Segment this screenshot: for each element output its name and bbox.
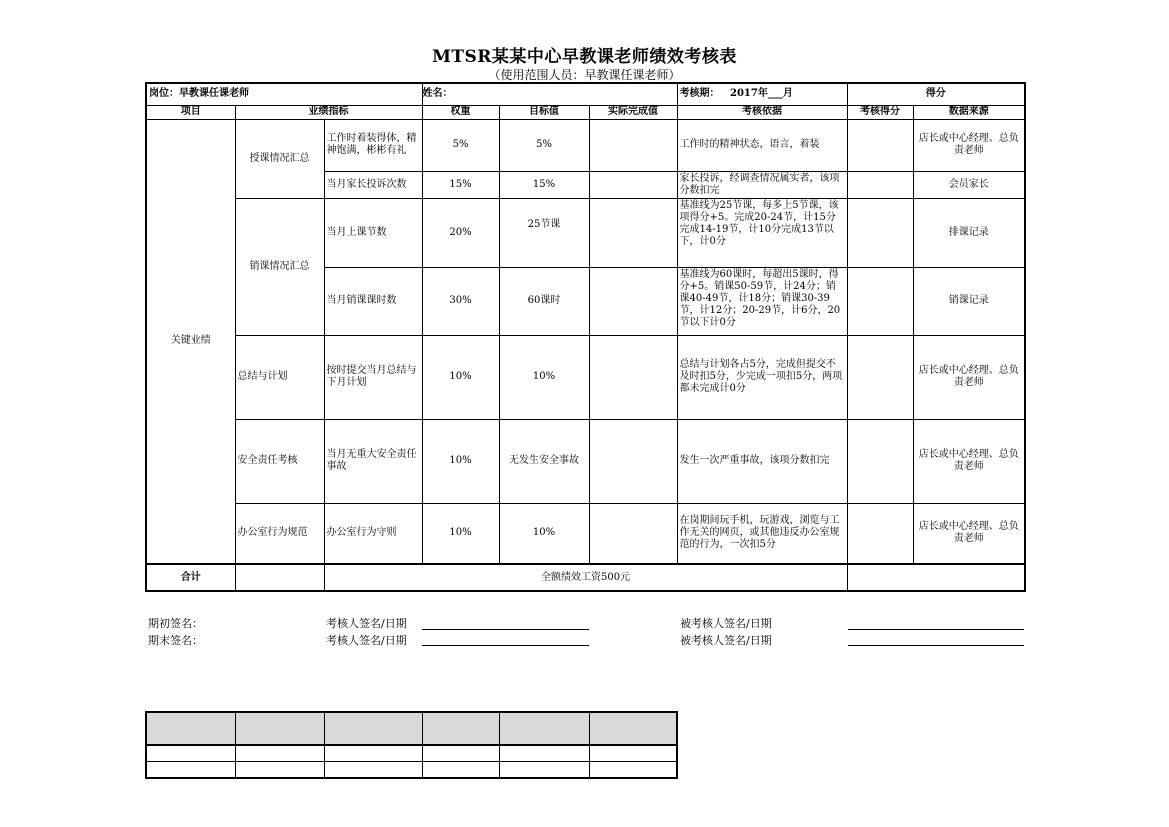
assessment-table bbox=[145, 82, 1026, 592]
blank-table-header-row bbox=[146, 712, 677, 745]
header-actual: 实际完成值 bbox=[589, 105, 677, 119]
target-cell: 5% bbox=[499, 119, 589, 171]
weight-cell: 10% bbox=[422, 335, 499, 419]
basis-cell: 发生一次严重事故，该项分数扣完 bbox=[677, 419, 847, 503]
actual-cell[interactable] bbox=[589, 335, 677, 419]
header-indicator: 业绩指标 bbox=[235, 105, 422, 119]
source-cell: 会员家长 bbox=[913, 171, 1025, 198]
source-cell: 销课记录 bbox=[913, 267, 1025, 335]
score-label: 得分 bbox=[847, 83, 1025, 105]
actual-cell[interactable] bbox=[589, 503, 677, 564]
end-assessee-label: 被考核人签名/日期 bbox=[680, 634, 772, 647]
blank-cell[interactable] bbox=[422, 712, 499, 745]
blank-cell[interactable] bbox=[499, 762, 589, 779]
basis-cell: 在岗期间玩手机，玩游戏，浏览与工作无关的网页，或其他违反办公室规范的行为，一次扣5分 bbox=[677, 503, 847, 564]
weight-cell: 10% bbox=[422, 503, 499, 564]
period-cell bbox=[677, 83, 847, 105]
end-signature-label: 期末签名： bbox=[148, 634, 203, 647]
total-score-cell[interactable] bbox=[847, 564, 1025, 591]
group-teaching: 授课情况汇总 bbox=[235, 119, 324, 198]
weight-cell: 10% bbox=[422, 419, 499, 503]
weight-cell: 20% bbox=[422, 198, 499, 267]
page-title: MTSR某某中心早教课老师绩效考核表 bbox=[432, 47, 737, 67]
blank-cell[interactable] bbox=[499, 745, 589, 762]
start-assessee-label: 被考核人签名/日期 bbox=[680, 617, 772, 630]
start-assessor-signature-line[interactable] bbox=[422, 629, 589, 630]
end-assessee-signature-line[interactable] bbox=[848, 645, 1024, 646]
basis-cell: 基准线为60课时，每超出5课时，得分+5。销课50-59节，计24分；销课40-49节，计18分；销课30-39节，计12分；20-29节，计6分，20节以下计0分 bbox=[677, 267, 847, 335]
blank-table-row bbox=[146, 762, 677, 779]
indicator-cell: 工作时着装得体，精神饱满，彬彬有礼 bbox=[324, 119, 422, 171]
total-label: 合计 bbox=[146, 564, 235, 591]
source-cell: 店长或中心经理、总负责老师 bbox=[913, 419, 1025, 503]
blank-cell[interactable] bbox=[324, 745, 422, 762]
basis-cell: 家长投诉，经调查情况属实者，该项分数扣完 bbox=[677, 171, 847, 198]
basis-cell: 工作时的精神状态，语言，着装 bbox=[677, 119, 847, 171]
target-cell: 10% bbox=[499, 503, 589, 564]
blank-cell[interactable] bbox=[499, 712, 589, 745]
source-cell: 店长或中心经理、总负责老师 bbox=[913, 119, 1025, 171]
blank-cell[interactable] bbox=[146, 745, 235, 762]
page-subtitle: （使用范围人员：早教课任课老师） bbox=[488, 68, 681, 82]
blank-cell[interactable] bbox=[324, 712, 422, 745]
header-basis: 考核依据 bbox=[677, 105, 847, 119]
source-cell: 店长或中心经理、总负责老师 bbox=[913, 503, 1025, 564]
target-cell: 15% bbox=[499, 171, 589, 198]
header-score: 考核得分 bbox=[847, 105, 913, 119]
actual-cell[interactable] bbox=[589, 419, 677, 503]
indicator-cell: 当月上课节数 bbox=[324, 198, 422, 267]
actual-cell[interactable] bbox=[589, 171, 677, 198]
group-summary: 总结与计划 bbox=[235, 335, 324, 419]
header-source: 数据来源 bbox=[913, 105, 1025, 119]
actual-cell[interactable] bbox=[589, 198, 677, 267]
indicator-cell: 当月销课课时数 bbox=[324, 267, 422, 335]
indicator-cell: 当月无重大安全责任事故 bbox=[324, 419, 422, 503]
source-cell: 排课记录 bbox=[913, 198, 1025, 267]
score-cell[interactable] bbox=[847, 419, 913, 503]
blank-cell[interactable] bbox=[589, 745, 677, 762]
blank-cell[interactable] bbox=[589, 712, 677, 745]
start-signature-label: 期初签名： bbox=[148, 617, 203, 630]
table-row bbox=[146, 119, 1025, 171]
blank-table bbox=[145, 711, 678, 779]
header-weight: 权重 bbox=[422, 105, 499, 119]
score-cell[interactable] bbox=[847, 119, 913, 171]
score-cell[interactable] bbox=[847, 267, 913, 335]
period-value: 2017年___月 bbox=[729, 88, 793, 100]
score-cell[interactable] bbox=[847, 335, 913, 419]
score-cell[interactable] bbox=[847, 171, 913, 198]
group-safety: 安全责任考核 bbox=[235, 419, 324, 503]
target-cell: 10% bbox=[499, 335, 589, 419]
indicator-cell: 办公室行为守则 bbox=[324, 503, 422, 564]
score-cell[interactable] bbox=[847, 198, 913, 267]
blank-cell[interactable] bbox=[235, 712, 324, 745]
end-assessor-signature-line[interactable] bbox=[422, 645, 589, 646]
position-label: 岗位：早教课任课老师 bbox=[146, 83, 422, 105]
blank-cell[interactable] bbox=[235, 762, 324, 779]
table-row bbox=[146, 419, 1025, 503]
target-cell: 25节课 bbox=[499, 198, 589, 267]
total-blank bbox=[235, 564, 324, 591]
blank-cell[interactable] bbox=[422, 762, 499, 779]
total-note: 全额绩效工资500元 bbox=[324, 564, 847, 591]
actual-cell[interactable] bbox=[589, 267, 677, 335]
end-assessor-label: 考核人签名/日期 bbox=[326, 634, 407, 647]
indicator-cell: 当月家长投诉次数 bbox=[324, 171, 422, 198]
blank-cell[interactable] bbox=[146, 712, 235, 745]
table-row bbox=[146, 335, 1025, 419]
blank-table-row bbox=[146, 745, 677, 762]
weight-cell: 30% bbox=[422, 267, 499, 335]
table-row bbox=[146, 198, 1025, 267]
name-label: 姓名： bbox=[422, 83, 677, 105]
blank-cell[interactable] bbox=[422, 745, 499, 762]
start-assessor-label: 考核人签名/日期 bbox=[326, 617, 407, 630]
actual-cell[interactable] bbox=[589, 119, 677, 171]
blank-cell[interactable] bbox=[146, 762, 235, 779]
blank-cell[interactable] bbox=[235, 745, 324, 762]
target-cell: 无发生安全事故 bbox=[499, 419, 589, 503]
blank-cell[interactable] bbox=[589, 762, 677, 779]
total-row bbox=[146, 564, 1025, 591]
score-cell[interactable] bbox=[847, 503, 913, 564]
group-office: 办公室行为规范 bbox=[235, 503, 324, 564]
weight-cell: 5% bbox=[422, 119, 499, 171]
source-cell: 店长或中心经理、总负责老师 bbox=[913, 335, 1025, 419]
blank-cell[interactable] bbox=[324, 762, 422, 779]
table-row bbox=[146, 503, 1025, 564]
indicator-cell: 按时提交当月总结与下月计划 bbox=[324, 335, 422, 419]
header-project: 项目 bbox=[146, 105, 235, 119]
period-label: 考核期： bbox=[679, 88, 720, 100]
project-cell: 关键业绩 bbox=[146, 119, 235, 564]
header-target: 目标值 bbox=[499, 105, 589, 119]
basis-cell: 基准线为25节课，每多上5节课，该项得分+5。完成20-24节，计15分完成14-19节，计10分完成13节以下，计0分 bbox=[677, 198, 847, 267]
start-assessee-signature-line[interactable] bbox=[848, 629, 1024, 630]
group-sales: 销课情况汇总 bbox=[235, 198, 324, 335]
weight-cell: 15% bbox=[422, 171, 499, 198]
basis-cell: 总结与计划各占5分，完成但提交不及时扣5分，少完成一项扣5分，两项都未完成计0分 bbox=[677, 335, 847, 419]
target-cell: 60课时 bbox=[499, 267, 589, 335]
